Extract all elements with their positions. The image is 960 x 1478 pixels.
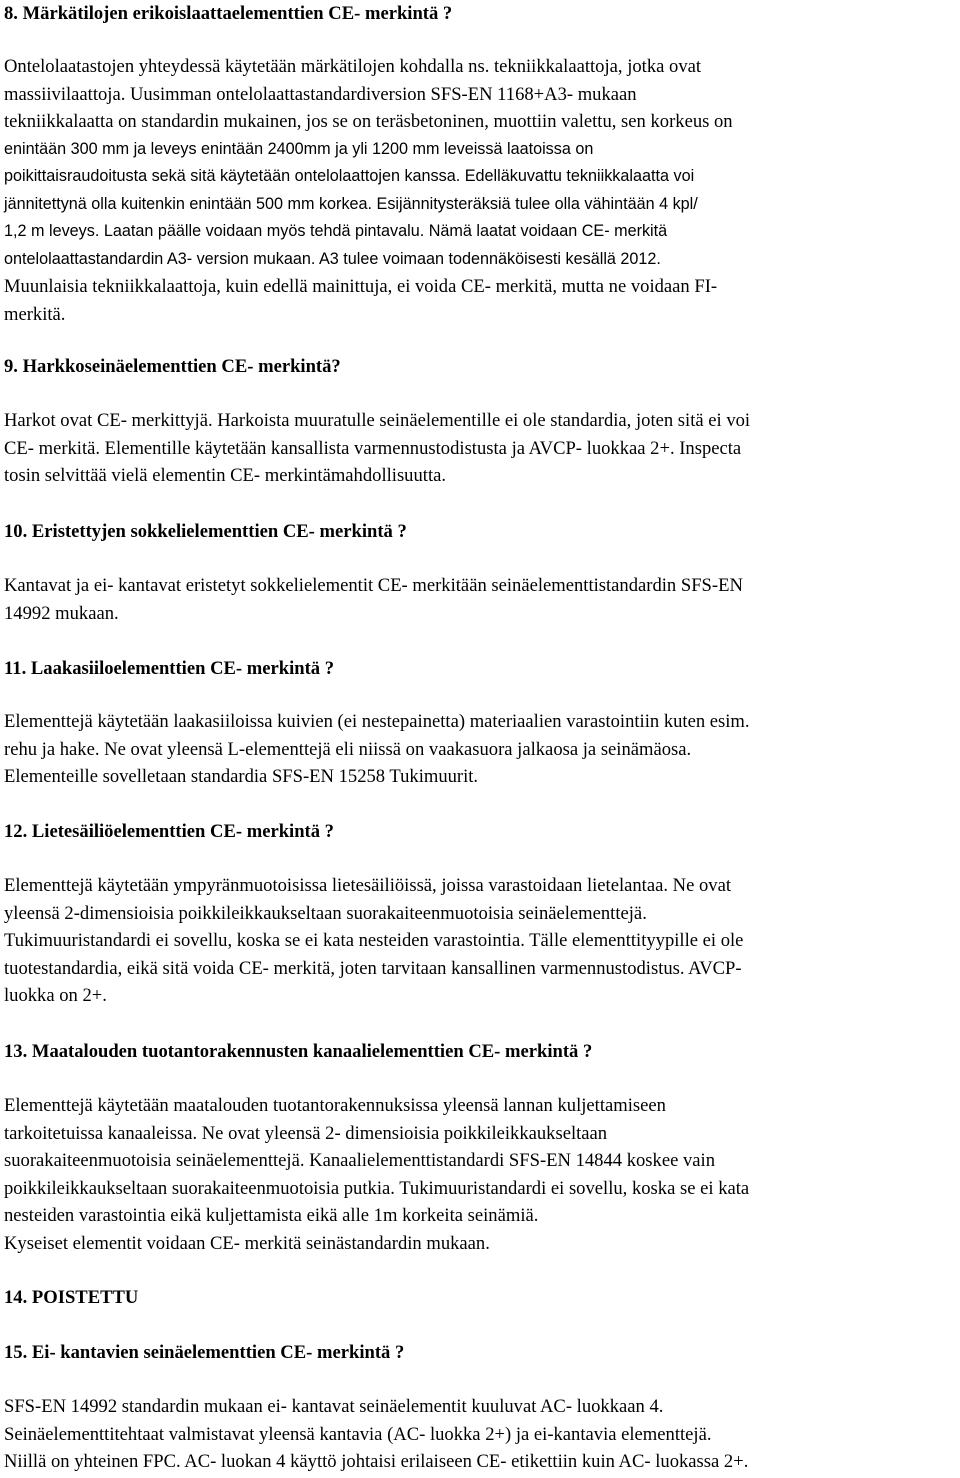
body-line: yleensä 2-dimensioisia poikkileikkaukseltaan suorakaiteenmuotoisia seinäelementtejä. [4, 902, 647, 924]
section-13 [4, 1038, 956, 1066]
section-8 [4, 0, 956, 28]
body-line: tuotestandardia, eikä sitä voida CE- merkitä, joten tarvitaan kansallinen varmennustodistus. AVCP- [4, 957, 742, 979]
section-heading: 8. Märkätilojen erikoislaattaelementtien CE- merkintä ? [4, 3, 453, 24]
body-line: Elementeille sovelletaan standardia SFS-EN 15258 Tukimuurit. [4, 766, 479, 787]
body-line: Niillä on yhteinen FPC. AC- luokan 4 käyttö johtaisi erilaiseen CE- etikettiin kuin AC- luokassa 2+. [4, 1451, 749, 1472]
body-line: poikkileikkaukseltaan suorakaiteenmuotoisia putkia. Tukimuuristandardi ei sovellu, koska se ei kata [4, 1177, 750, 1199]
body-line: suorakaiteenmuotoisia seinäelementtejä. Kanaalielementtistandardi SFS-EN 14844 koskee vain [4, 1150, 716, 1171]
section-12-body [4, 872, 956, 1010]
body-line: Tukimuuristandardi ei sovellu, koska se ei kata nesteiden varastointia. Tälle elementtityypille ei ole [4, 930, 744, 951]
section-12 [4, 818, 956, 846]
body-line: Elementtejä käytetään maatalouden tuotantorakennuksissa yleensä lannan kuljettamiseen [4, 1095, 666, 1116]
body-line: 14992 mukaan. [4, 602, 119, 624]
body-line: poikittaisraudoitusta sekä sitä käytetään ontelolaattojen kanssa. Edelläkuvattu tekniikkalaatta voi [4, 167, 695, 185]
body-line: tarkoitetuissa kanaaleissa. Ne ovat yleensä 2- dimensioisia poikkileikkaukseltaan [4, 1122, 608, 1144]
section-14 [4, 1284, 956, 1312]
body-line: Muunlaisia tekniikkalaattoja, kuin edellä mainittuja, ei voida CE- merkitä, mutta ne voidaan FI- [4, 276, 718, 297]
body-line: Elementtejä käytetään laakasiiloissa kuivien (ei nestepainetta) materiaalien varastointiin kuten esim. [4, 711, 750, 732]
body-line: CE- merkitä. Elementille käytetään kansallista varmennustodistusta ja AVCP- luokkaa 2+. Inspecta [4, 437, 742, 459]
section-9-body [4, 407, 956, 490]
body-line: Kyseiset elementit voidaan CE- merkitä seinästandardin mukaan. [4, 1232, 490, 1254]
body-line: rehu ja hake. Ne ovat yleensä L-elementtejä eli niissä on vaakasuora jalkaosa ja seinämäosa. [4, 738, 692, 760]
body-line: Kantavat ja ei- kantavat eristetyt sokkelielementit CE- merkitään seinäelementtistandardin SFS-EN [4, 575, 743, 596]
section-10-body [4, 572, 956, 627]
body-line: massiivilaattoja. Uusimman ontelolaattastandardiversion SFS-EN 1168+A3- mukaan [4, 83, 637, 105]
section-heading: 12. Lietesäiliöelementtien CE- merkintä ? [4, 821, 334, 842]
body-line: Harkot ovat CE- merkittyjä. Harkoista muuratulle seinäelementille ei ole standardia, joten sitä ei voi [4, 410, 751, 431]
section-heading: 11. Laakasiiloelementtien CE- merkintä ? [4, 658, 335, 679]
body-line: 1,2 m leveys. Laatan päälle voidaan myös tehdä pintavalu. Nämä laatat voidaan CE- merkitä [4, 222, 668, 240]
section-heading: 13. Maatalouden tuotantorakennusten kanaalielementtien CE- merkintä ? [4, 1041, 593, 1062]
body-line: SFS-EN 14992 standardin mukaan ei- kantavat seinäelementit kuuluvat AC- luokkaan 4. [4, 1396, 664, 1417]
body-line: tekniikkalaatta on standardin mukainen, jos se on teräsbetoninen, muottiin valettu, sen korkeus on [4, 111, 733, 132]
body-line: nesteiden varastointia eikä kuljettamista eikä alle 1m korkeita seinämiä. [4, 1205, 539, 1226]
body-line: enintään 300 mm ja leveys enintään 2400mm ja yli 1200 mm leveissä laatoissa on [4, 139, 594, 158]
section-heading: 10. Eristettyjen sokkelielementtien CE- merkintä ? [4, 521, 407, 542]
section-11 [4, 655, 956, 683]
section-15 [4, 1339, 956, 1367]
body-line: Ontelolaatastojen yhteydessä käytetään märkätilojen kohdalla ns. tekniikkalaattoja, jotka ovat [4, 56, 702, 77]
section-heading: 15. Ei- kantavien seinäelementtien CE- merkintä ? [4, 1342, 405, 1363]
section-9 [4, 353, 956, 381]
section-15-body [4, 1393, 956, 1476]
section-8-body [4, 53, 956, 328]
body-line: merkitä. [4, 303, 66, 325]
section-heading: 9. Harkkoseinäelementtien CE- merkintä? [4, 356, 341, 377]
section-13-body [4, 1092, 956, 1257]
body-line: tosin selvittää vielä elementin CE- merkintämahdollisuutta. [4, 465, 447, 486]
section-heading: 14. POISTETTU [4, 1287, 139, 1308]
body-line: jännitettynä olla kuitenkin enintään 500 mm korkea. Esijännitysteräksiä tulee olla vähintään 4 kpl/ [4, 194, 698, 213]
body-line: luokka on 2+. [4, 985, 107, 1006]
body-line: Elementtejä käytetään ympyränmuotoisissa lietesäiliöissä, joissa varastoidaan lietelantaa. Ne ovat [4, 875, 731, 896]
body-line: Seinäelementtitehtaat valmistavat yleensä kantavia (AC- luokka 2+) ja ei-kantavia elementtejä. [4, 1423, 712, 1445]
section-11-body [4, 708, 956, 791]
body-line: ontelolaattastandardin A3- version mukaan. A3 tulee voimaan todennäköisesti kesällä 2012. [4, 249, 661, 268]
section-10 [4, 518, 956, 546]
